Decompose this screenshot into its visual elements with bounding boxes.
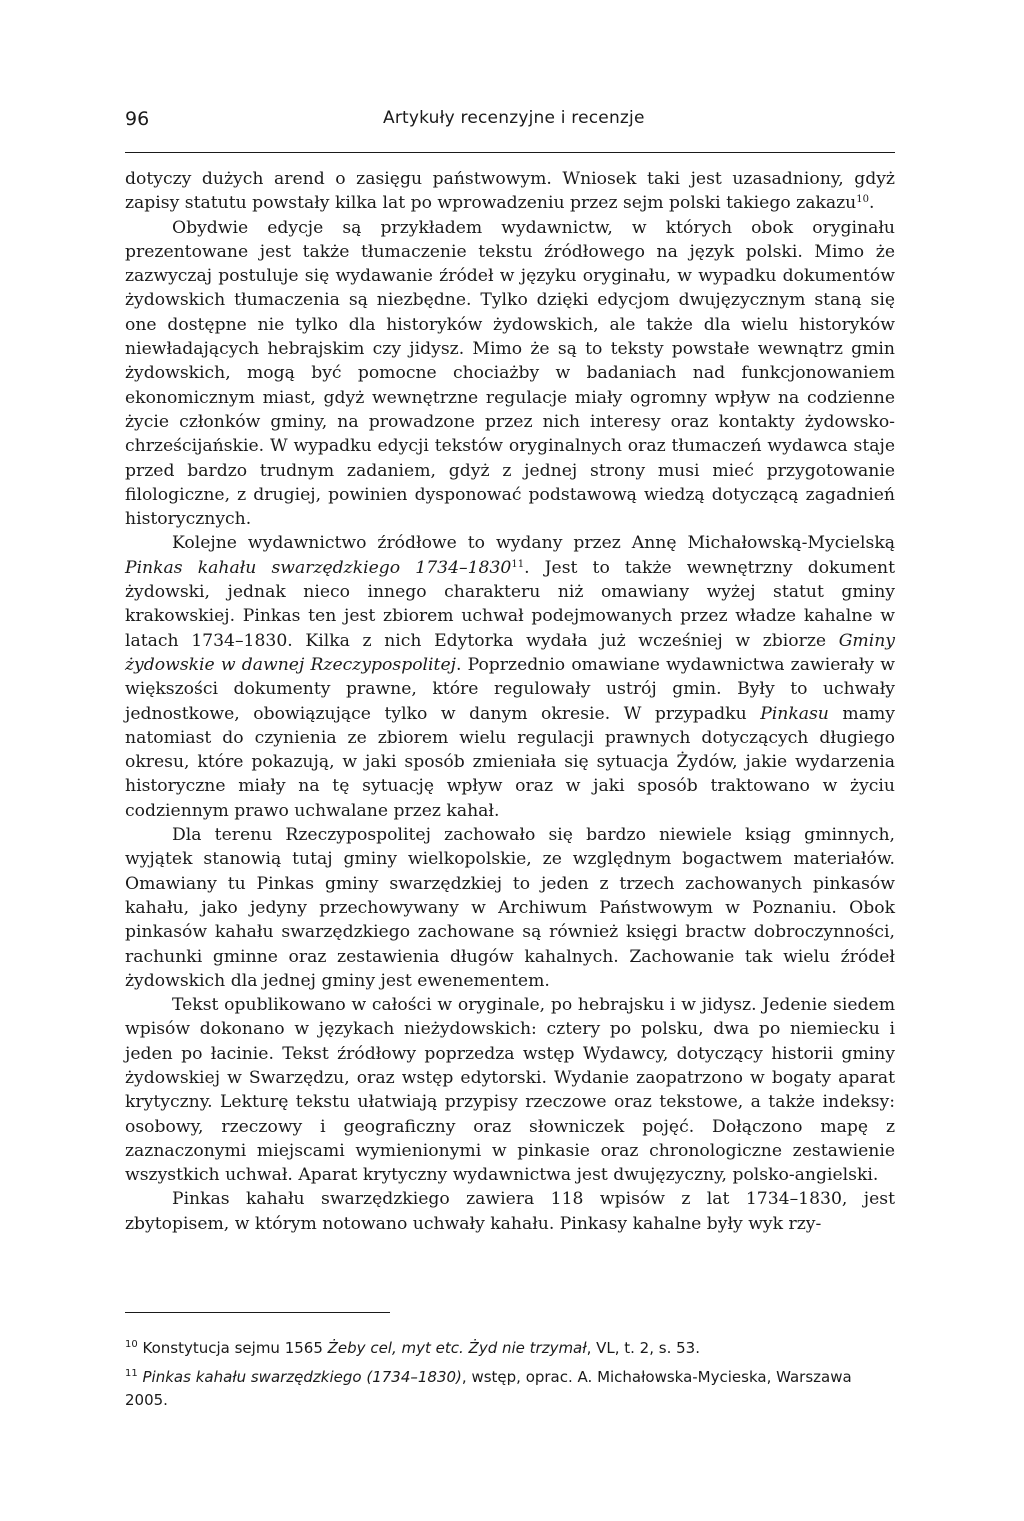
paragraph-3-part-c: . Poprzednio omawiane wydawnictwa zawierały w większości dokumenty prawne, które regulowały ustrój gmin. Były to uchwały jednostkowe, obowiązujące tylko w danym okresie. W przypadku: [125, 654, 895, 724]
paragraph-5: Tekst opublikowano w całości w oryginale, po hebrajsku i w jidysz. Jedenie siedem wpisów dokonano w językach nieżydowskich: cztery po polsku, dwa po niemiecku i jeden po łacinie. Tekst źródłowy poprzedza wstęp Wydawcy, dotyczący historii gminy żydowskiej w Swarzędzu, oraz wstęp edytorski. Wydanie zaopatrzono w bogaty aparat krytyczny. Lekturę tekstu ułatwiają przypisy rzeczowe oraz tekstowe, a także indeksy: osobowy, rzeczowy i geograficzny oraz słowniczek pojęć. Dołączono mapę z zaznaczonymi miejscami wymienionymi w pinkasie oraz chronologiczne zestawienie wszystkich uchwał. Aparat krytyczny wydawnictwa jest dwujęzyczny, polsko-angielski.: [125, 995, 895, 1186]
paragraph-2: Obydwie edycje są przykładem wydawnictw, w których obok oryginału prezentowane jest także tłumaczenie tekstu źródłowego na język polski. Mimo że zazwyczaj postuluje się wydawanie źródeł w języku oryginału, w wypadku dokumentów żydowskich tłumaczenia są niezbędne. Tylko dzięki edycjom dwujęzycznym staną się one dostępne nie tylko dla historyków żydowskich, ale także dla wielu historyków niewładających hebrajskim czy jidysz. Mimo że są to teksty powstałe wewnątrz gmin żydowskich, mogą być pomocne chociażby w badaniach nad funkcjonowaniem ekonomicznym miast, gdyż wewnętrzne regulacje miały ogromny wpływ na codzienne życie członków gminy, na prowadzone przez nich interesy oraz kontakty żydowsko-chrześcijańskie. W wypadku edycji tekstów oryginalnych oraz tłumaczeń wydawca staje przed bardzo trudnym zadaniem, gdyż z jednej strony musi mieć przygotowanie filologiczne, z drugiej, powinien dysponować podstawową wiedzą dotyczącą zagadnień historycznych.: [125, 217, 895, 530]
running-head: [125, 108, 895, 140]
footnote-11-title: Pinkas kahału swarzędzkiego (1734–1830): [142, 1368, 462, 1386]
footnote-10-title: Żeby cel, myt etc. Żyd nie trzymał: [327, 1339, 587, 1357]
paragraph-1-text: dotyczy dużych arend o zasięgu państwowym. Wniosek taki jest uzasadniony, gdyż zapisy statutu powstały kilka lat po wprowadzeniu przez sejm polski takiego zakazu: [125, 169, 895, 214]
paragraph-3: [125, 531, 895, 823]
footnotes: [125, 1337, 895, 1418]
paragraph-6: Pinkas kahału swarzędzkiego zawiera 118 wpisów z lat 1734–1830, jest zbytopisem, w którym notowano uchwały kahału. Pinkasy kahalne były wyk rzy-: [125, 1189, 895, 1234]
paragraph-1-tail: .: [868, 193, 875, 214]
footnote-10-text-a: Konstytucja sejmu 1565: [137, 1339, 328, 1357]
footnote-11: [125, 1366, 895, 1412]
footnote-rule: [125, 1312, 390, 1313]
footnote-ref-10: 10: [856, 194, 869, 206]
footnote-ref-11: 11: [511, 558, 525, 570]
work-title-pinkasu: Pinkasu: [760, 703, 829, 724]
paragraph-1: [125, 167, 895, 216]
footnote-10-number: 10: [125, 1339, 138, 1350]
paragraph-3-part-d: mamy natomiast do czynienia ze zbiorem wielu regulacji prawnych dotyczących długiego okresu, które pokazują, w jaki sposób zmieniała się sytuacja Żydów, jakie wydarzenia historyczne miały na tę sytuację wpływ oraz w jaki sposób traktowano w życiu codziennym prawo uchwalane przez kahał.: [125, 703, 895, 821]
header-rule: [125, 152, 895, 153]
footnote-10: [125, 1337, 895, 1360]
work-title-pinkas: Pinkas kahału swarzędzkiego 1734–1830: [125, 557, 512, 578]
paragraph-3-part-a: Kolejne wydawnictwo źródłowe to wydany przez Annę Michałowską-Mycielską: [172, 533, 895, 554]
footnote-10-text-b: , VL, t. 2, s. 53.: [586, 1339, 700, 1357]
page-number: 96: [125, 108, 150, 130]
section-title: Artykuły recenzyjne i recenzje: [383, 108, 645, 128]
footnote-11-number: 11: [125, 1368, 138, 1379]
body-text: [125, 167, 895, 1236]
paragraph-4: Dla terenu Rzeczypospolitej zachowało się bardzo niewiele ksiąg gminnych, wyjątek stanowią tutaj gminy wielkopolskie, ze względnym bogactwem materiałów. Omawiany tu Pinkas gminy swarzędzkiej to jeden z trzech zachowanych pinkasów kahału, jako jedyny przechowywany w Archiwum Państwowym w Poznaniu. Obok pinkasów kahału swarzędzkiego zachowane są również księgi bractw dobroczynności, rachunki gminne oraz zestawienia długów kahalnych. Zachowanie tak wielu źródeł żydowskich dla jednej gminy jest ewenementem.: [125, 825, 895, 991]
paragraph-3-part-b: . Jest to także wewnętrzny dokument żydowski, jednak nieco innego charakteru niż omawiany wyżej statut gminy krakowskiej. Pinkas ten jest zbiorem uchwał podejmowanych przez władze kahalne w latach 1734–1830. Kilka z nich Edytorka wydała już wcześniej w zbiorze: [125, 557, 895, 651]
work-title-gminy: Gminy żydowskie w dawnej Rzeczypospolitej: [125, 630, 895, 675]
footnote-11-text-b: , wstęp, oprac. A. Michałowska-Mycieska, Warszawa 2005.: [125, 1368, 852, 1409]
